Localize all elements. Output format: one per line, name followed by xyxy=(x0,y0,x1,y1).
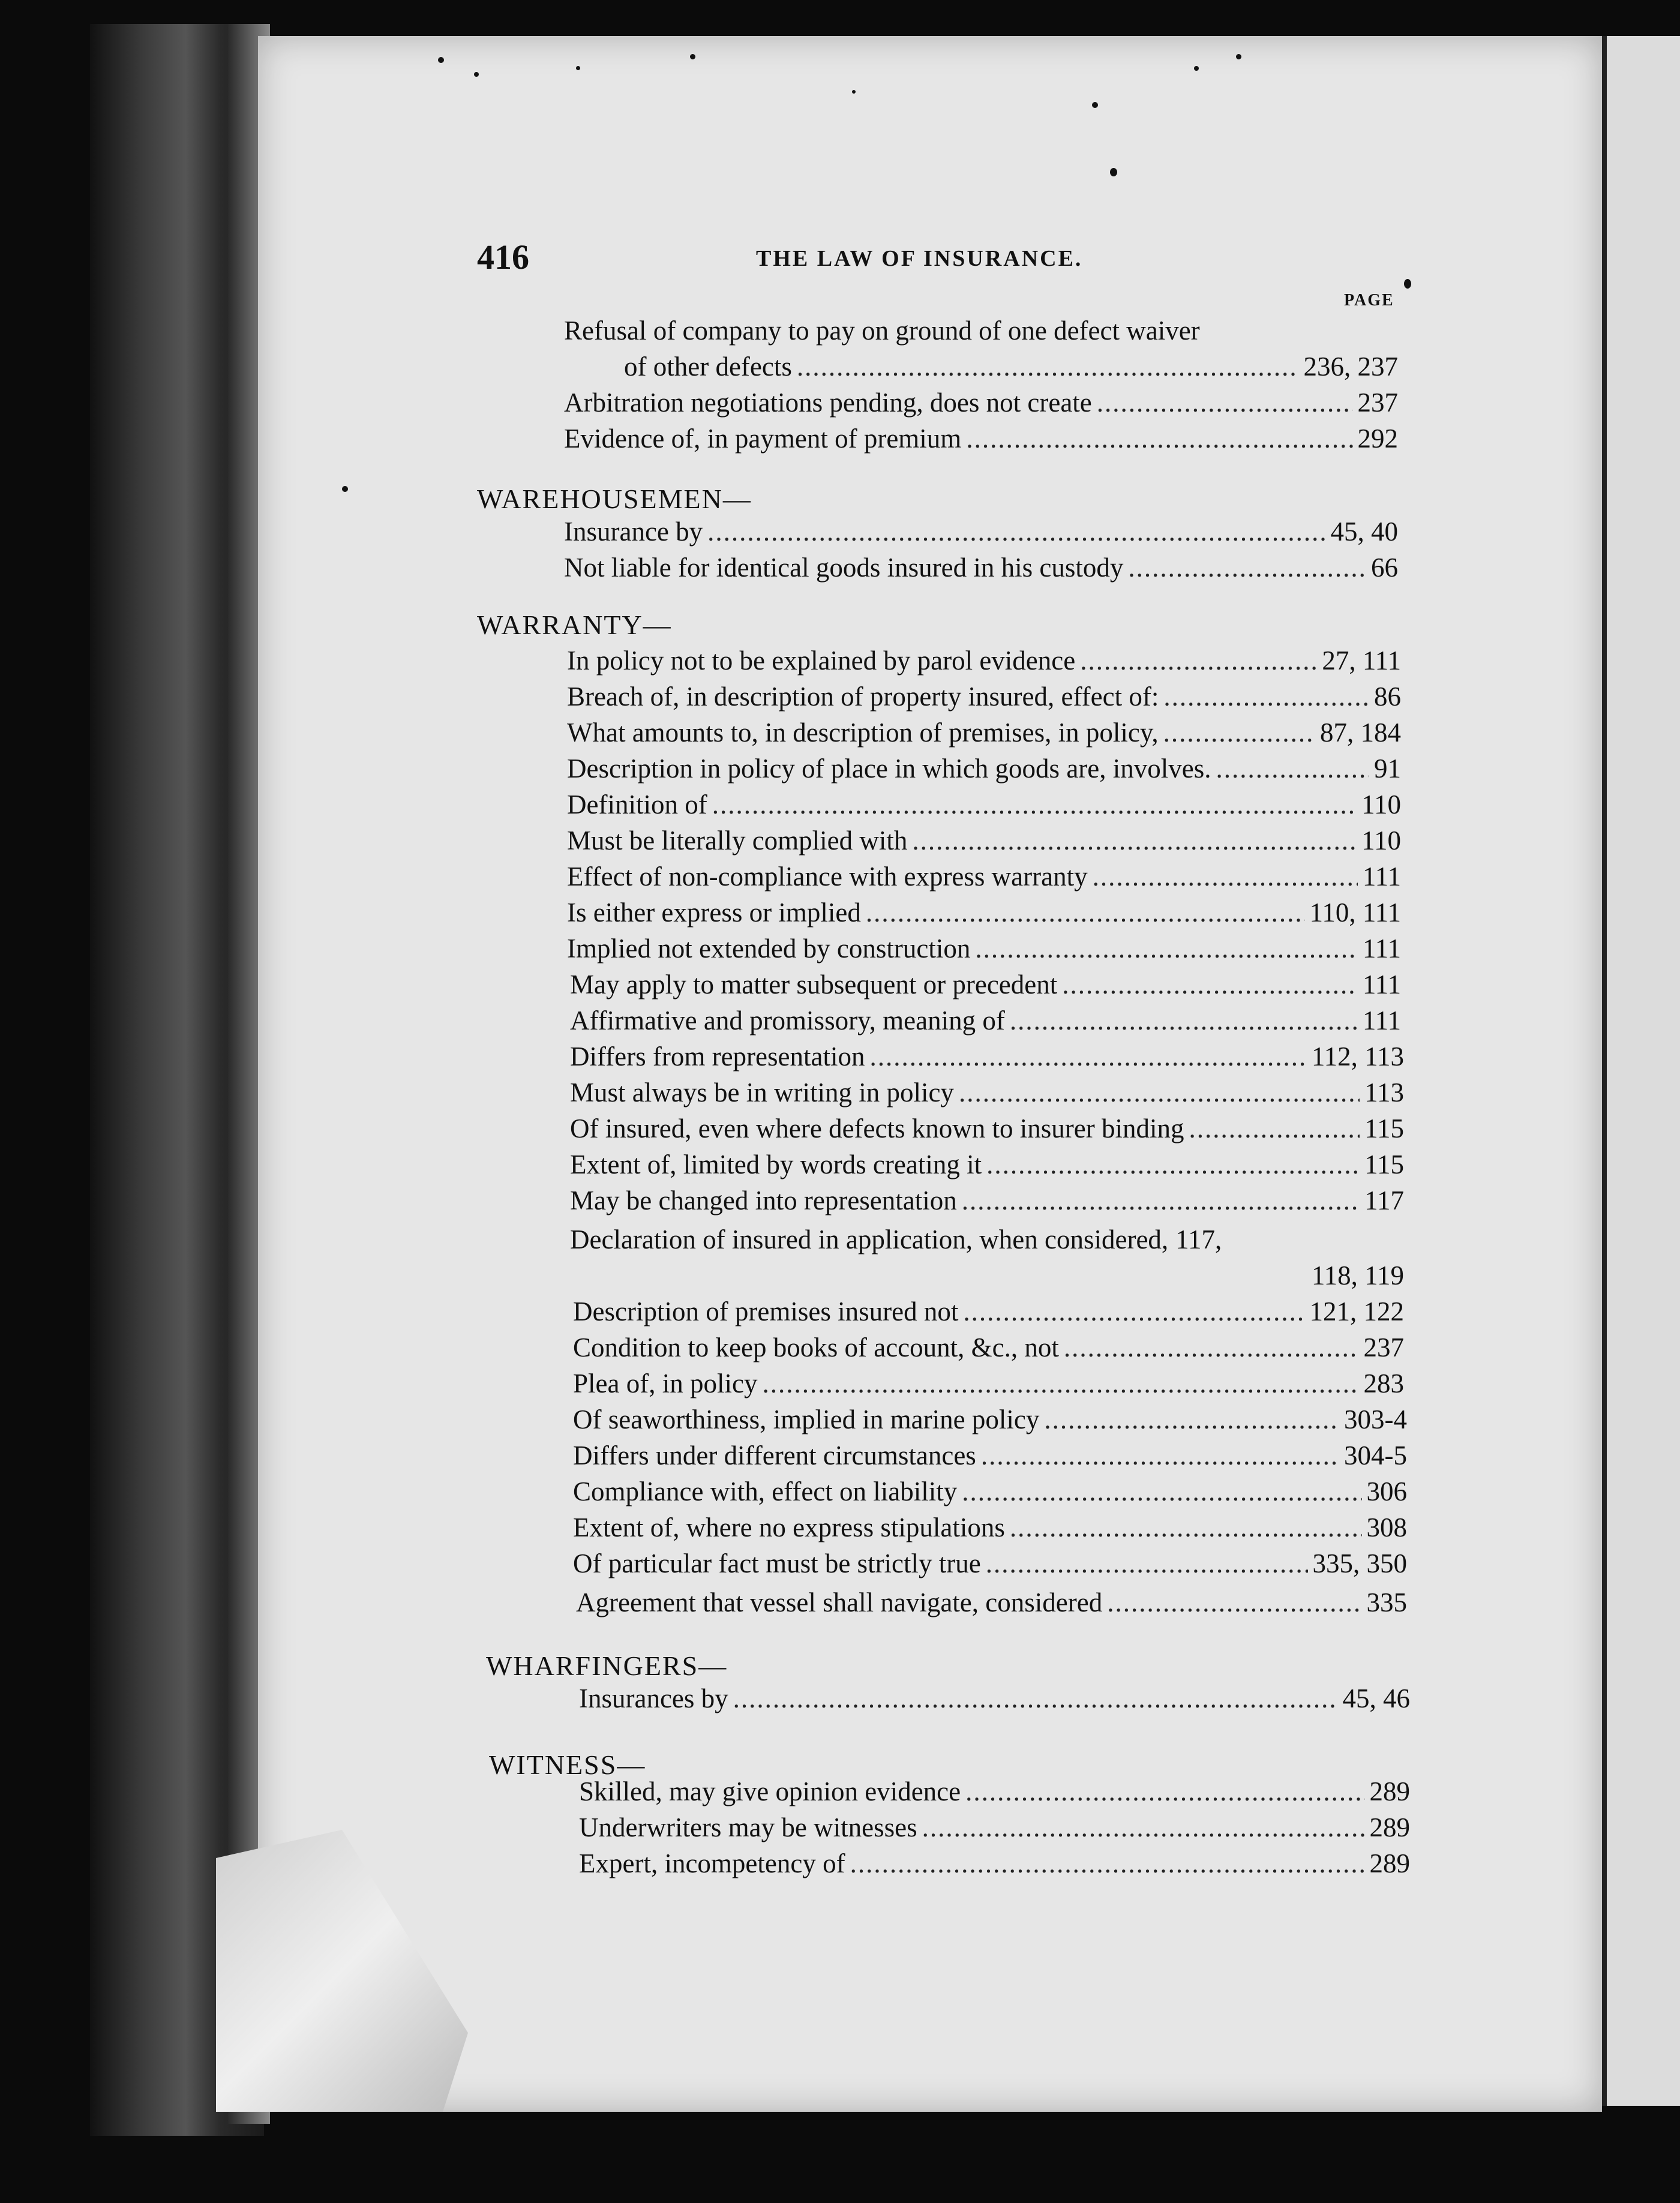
index-entry-continuation xyxy=(570,1260,1404,1296)
index-entry xyxy=(573,1368,1404,1404)
index-entry xyxy=(570,1077,1404,1113)
entry-text: Of particular fact must be strictly true xyxy=(573,1548,981,1578)
index-entry xyxy=(579,1812,1410,1848)
index-entry xyxy=(570,1185,1404,1221)
index-entry xyxy=(579,1848,1410,1884)
index-entry xyxy=(570,969,1401,1005)
index-entry xyxy=(567,753,1401,789)
entry-pages: 292 xyxy=(1357,424,1398,454)
entry-pages: 289 xyxy=(1369,1812,1410,1842)
index-entry xyxy=(567,825,1401,861)
entry-text: Condition to keep books of account, &c., not xyxy=(573,1332,1059,1362)
entry-pages: 110 xyxy=(1361,826,1401,856)
index-entry xyxy=(564,423,1398,459)
index-entry xyxy=(570,1041,1404,1077)
entry-pages: 115 xyxy=(1364,1113,1404,1143)
entry-pages: 66 xyxy=(1371,553,1398,583)
index-entry xyxy=(564,315,1344,351)
index-entry xyxy=(573,1548,1407,1584)
entry-text: Compliance with, effect on liability xyxy=(573,1476,958,1506)
entry-text: What amounts to, in description of premises, in policy, xyxy=(567,718,1159,748)
page-number: 416 xyxy=(477,238,529,277)
entry-text: Expert, incompetency of xyxy=(579,1848,845,1878)
entry-text: Agreement that vessel shall navigate, considered xyxy=(576,1587,1103,1617)
index-entry xyxy=(567,717,1401,753)
entry-text: Underwriters may be witnesses xyxy=(579,1812,917,1842)
entry-text: Affirmative and promissory, meaning of xyxy=(570,1006,1005,1036)
entry-pages: 289 xyxy=(1369,1848,1410,1878)
entry-text: Of seaworthiness, implied in marine policy xyxy=(573,1404,1040,1434)
entry-text: Not liable for identical goods insured in his custody xyxy=(564,553,1124,583)
index-entry xyxy=(573,1440,1407,1476)
entry-text: Effect of non-compliance with express warranty xyxy=(567,862,1088,892)
entry-text: Is either express or implied xyxy=(567,898,861,928)
index-entry xyxy=(567,789,1401,825)
entry-text: Definition of xyxy=(567,790,707,820)
index-entry xyxy=(570,1005,1401,1041)
entry-pages: 111 xyxy=(1362,934,1401,964)
entry-pages: 117, xyxy=(1175,1224,1222,1254)
entry-pages: 110 xyxy=(1361,790,1401,820)
index-entry xyxy=(579,1776,1410,1812)
index-entry xyxy=(564,387,1398,423)
entry-pages: 304-5 xyxy=(1344,1440,1407,1470)
index-entry xyxy=(570,1224,1344,1260)
entry-text: Differs under different circumstances xyxy=(573,1440,976,1470)
entry-pages: 117 xyxy=(1364,1185,1404,1215)
index-entry xyxy=(573,1296,1404,1332)
index-heading: WITNESS— xyxy=(489,1749,646,1780)
entry-text: Plea of, in policy xyxy=(573,1368,758,1398)
entry-text: Insurances by xyxy=(579,1683,728,1713)
entry-text: Extent of, limited by words creating it xyxy=(570,1149,982,1179)
index-entry xyxy=(570,1149,1404,1185)
entry-text: Insurance by xyxy=(564,517,703,547)
entry-text: Extent of, where no express stipulations xyxy=(573,1512,1005,1542)
entry-text: Skilled, may give opinion evidence xyxy=(579,1776,961,1806)
entry-pages: 112, 113 xyxy=(1311,1042,1404,1072)
entry-text: Evidence of, in payment of premium xyxy=(564,424,962,454)
entry-pages: 87, 184 xyxy=(1320,718,1401,748)
index-entry xyxy=(567,645,1401,681)
index-heading: WHARFINGERS— xyxy=(486,1650,728,1681)
entry-text: of other defects xyxy=(624,352,792,382)
entry-pages: 335, 350 xyxy=(1312,1548,1407,1578)
entry-pages: 121, 122 xyxy=(1309,1296,1404,1326)
index-entry xyxy=(573,1476,1407,1512)
entry-text: Description of premises insured not xyxy=(573,1296,959,1326)
entry-pages: 306 xyxy=(1366,1476,1407,1506)
index-entry xyxy=(573,1404,1407,1440)
entry-pages: 118, 119 xyxy=(1311,1260,1404,1290)
index-entry xyxy=(567,933,1401,969)
index-heading: WARRANTY— xyxy=(477,610,672,640)
index-entry xyxy=(564,516,1398,552)
entry-text: Must always be in writing in policy xyxy=(570,1078,954,1107)
index-entry xyxy=(567,897,1401,933)
entry-pages: 91 xyxy=(1374,754,1401,784)
entry-pages: 110, 111 xyxy=(1309,898,1401,928)
entry-pages: 303-4 xyxy=(1344,1404,1407,1434)
index-entry xyxy=(567,861,1401,897)
entry-pages: 236, 237 xyxy=(1303,352,1398,382)
entry-text: Declaration of insured in application, when considered, xyxy=(570,1224,1169,1254)
entry-text: May apply to matter subsequent or precedent xyxy=(570,970,1058,1000)
running-head: THE LAW OF INSURANCE. xyxy=(756,246,1083,271)
entry-pages: 111 xyxy=(1362,970,1401,1000)
entry-pages: 111 xyxy=(1362,1006,1401,1036)
entry-pages: 237 xyxy=(1363,1332,1404,1362)
index-entry xyxy=(564,552,1398,588)
entry-pages: 115 xyxy=(1364,1149,1404,1179)
entry-pages: 111 xyxy=(1362,862,1401,892)
entry-pages: 113 xyxy=(1364,1078,1404,1107)
entry-pages: 283 xyxy=(1363,1368,1404,1398)
index-entry xyxy=(567,681,1401,717)
entry-text: Differs from representation xyxy=(570,1042,865,1072)
entry-text: May be changed into representation xyxy=(570,1185,957,1215)
index-entry xyxy=(624,351,1398,387)
entry-text: Of insured, even where defects known to insurer binding xyxy=(570,1113,1184,1143)
entry-pages: 45, 40 xyxy=(1330,517,1398,547)
entry-text: In policy not to be explained by parol evidence xyxy=(567,646,1076,676)
entry-pages: 289 xyxy=(1369,1776,1410,1806)
entry-pages: 308 xyxy=(1366,1512,1407,1542)
index-entry xyxy=(573,1512,1407,1548)
index-entry xyxy=(570,1113,1404,1149)
index-entry xyxy=(573,1332,1404,1368)
entry-pages: 335 xyxy=(1366,1587,1407,1617)
entry-pages: 27, 111 xyxy=(1322,646,1401,676)
entry-pages: 237 xyxy=(1357,388,1398,418)
index-entry xyxy=(576,1587,1407,1623)
entry-text: Must be literally complied with xyxy=(567,826,908,856)
entry-text: Implied not extended by construction xyxy=(567,934,971,964)
entry-text: Breach of, in description of property insured, effect of: xyxy=(567,682,1159,712)
entry-text: Refusal of company to pay on ground of one defect waiver xyxy=(564,316,1200,346)
entry-text: Description in policy of place in which goods are, involves. xyxy=(567,754,1211,784)
page-column-label: PAGE xyxy=(1344,291,1394,310)
index-entry xyxy=(579,1683,1410,1719)
index-heading: WAREHOUSEMEN— xyxy=(477,484,752,514)
entry-text: Arbitration negotiations pending, does not create xyxy=(564,388,1092,418)
entry-pages: 86 xyxy=(1374,682,1401,712)
entry-pages: 45, 46 xyxy=(1342,1683,1410,1713)
